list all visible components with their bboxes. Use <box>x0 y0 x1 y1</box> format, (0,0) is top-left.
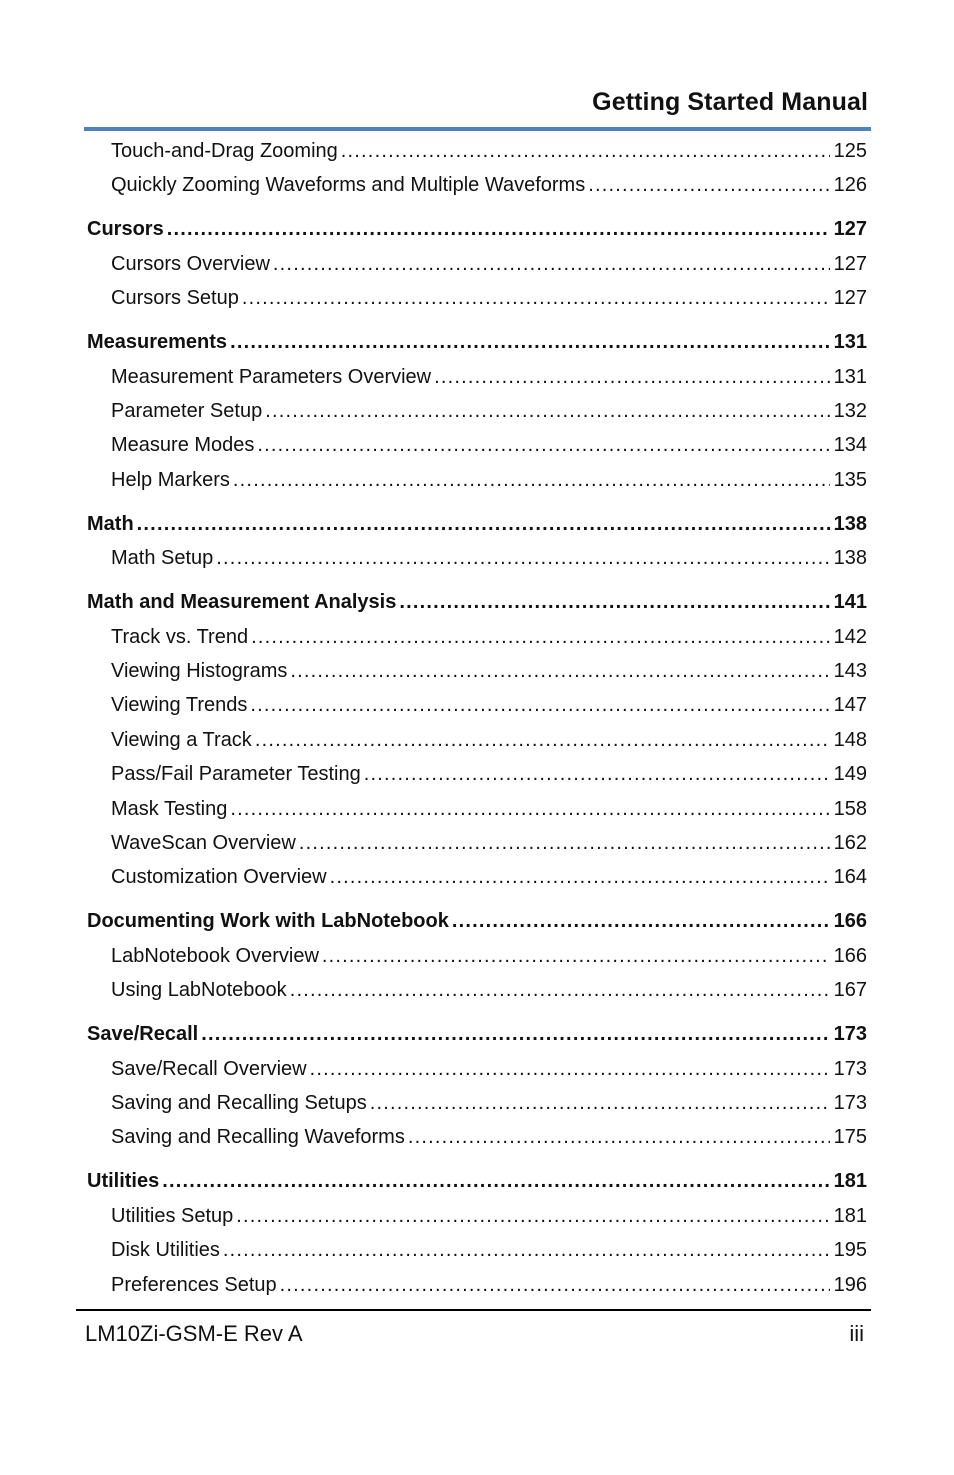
toc-dot-leader <box>322 945 830 968</box>
toc-entry-title: Quickly Zooming Waveforms and Multiple Waveforms <box>111 174 586 196</box>
toc-entry-page-number: 173 <box>833 1058 867 1080</box>
toc-subsection-entry[interactable] <box>111 626 867 652</box>
toc-dot-leader <box>162 1170 829 1193</box>
toc-entry-page-number: 127 <box>833 287 867 309</box>
toc-entry-page-number: 141 <box>833 591 867 613</box>
toc-dot-leader <box>341 140 830 163</box>
toc-entry-page-number: 147 <box>833 694 867 716</box>
toc-entry-title: Touch-and-Drag Zooming <box>111 140 338 162</box>
toc-entry-title: Viewing a Track <box>111 729 252 751</box>
toc-subsection-entry[interactable] <box>111 469 867 495</box>
toc-entry-title: WaveScan Overview <box>111 832 296 854</box>
toc-subsection-entry[interactable] <box>111 1126 867 1152</box>
toc-subsection-entry[interactable] <box>111 729 867 755</box>
toc-entry-title: Save/Recall <box>87 1023 199 1045</box>
toc-entry-page-number: 166 <box>833 910 867 932</box>
toc-section-entry[interactable] <box>87 1170 867 1196</box>
toc-section-entry[interactable] <box>87 218 867 244</box>
toc-entry-title: Utilities <box>87 1170 160 1192</box>
toc-subsection-entry[interactable] <box>111 763 867 789</box>
toc-entry-page-number: 131 <box>833 366 867 388</box>
toc-entry-title: Utilities Setup <box>111 1205 234 1227</box>
toc-dot-leader <box>250 694 829 717</box>
toc-entry-title: Track vs. Trend <box>111 626 249 648</box>
toc-section-entry[interactable] <box>87 331 867 357</box>
toc-entry-title: Measurement Parameters Overview <box>111 366 432 388</box>
toc-section-entry[interactable] <box>87 513 867 539</box>
toc-subsection-entry[interactable] <box>111 979 867 1005</box>
toc-entry-page-number: 138 <box>833 513 867 535</box>
toc-entry-title: Cursors Setup <box>111 287 239 309</box>
toc-subsection-entry[interactable] <box>111 253 867 279</box>
toc-subsection-entry[interactable] <box>111 945 867 971</box>
toc-dot-leader <box>310 1058 830 1081</box>
toc-entry-page-number: 196 <box>833 1274 867 1296</box>
toc-entry-page-number: 131 <box>833 331 867 353</box>
toc-dot-leader <box>273 253 830 276</box>
toc-entry-title: Documenting Work with LabNotebook <box>87 910 449 932</box>
toc-dot-leader <box>223 1239 830 1262</box>
toc-entry-page-number: 135 <box>833 469 867 491</box>
toc-entry-page-number: 143 <box>833 660 867 682</box>
footer-page-number: iii <box>849 1321 864 1346</box>
footer-doc-id: LM10Zi-GSM-E Rev A <box>85 1321 303 1346</box>
toc-entry-title: Customization Overview <box>111 866 327 888</box>
toc-entry-page-number: 181 <box>833 1205 867 1227</box>
toc-subsection-entry[interactable] <box>111 660 867 686</box>
toc-dot-leader <box>370 1092 830 1115</box>
toc-dot-leader <box>255 729 830 752</box>
toc-entry-page-number: 158 <box>833 798 867 820</box>
toc-dot-leader <box>330 866 830 889</box>
toc-dot-leader <box>588 174 829 197</box>
toc-dot-leader <box>290 660 829 683</box>
toc-entry-page-number: 162 <box>833 832 867 854</box>
footer-rule <box>76 1309 871 1311</box>
toc-subsection-entry[interactable] <box>111 1274 867 1300</box>
toc-subsection-entry[interactable] <box>111 1205 867 1231</box>
toc-dot-leader <box>257 434 829 457</box>
toc-entry-title: Disk Utilities <box>111 1239 220 1261</box>
toc-entry-title: Measure Modes <box>111 434 255 456</box>
toc-entry-title: Cursors <box>87 218 164 240</box>
toc-section-entry[interactable] <box>87 591 867 617</box>
header-rule <box>84 127 871 131</box>
toc-dot-leader <box>280 1274 830 1297</box>
toc-entry-page-number: 164 <box>833 866 867 888</box>
toc-dot-leader <box>290 979 830 1002</box>
toc-subsection-entry[interactable] <box>111 1058 867 1084</box>
toc-entry-title: Using LabNotebook <box>111 979 287 1001</box>
toc-subsection-entry[interactable] <box>111 798 867 824</box>
toc-dot-leader <box>408 1126 830 1149</box>
toc-entry-page-number: 173 <box>833 1023 867 1045</box>
toc-entry-title: Preferences Setup <box>111 1274 277 1296</box>
toc-dot-leader <box>399 591 829 614</box>
toc-entry-title: Save/Recall Overview <box>111 1058 307 1080</box>
toc-entry-title: LabNotebook Overview <box>111 945 319 967</box>
toc-dot-leader <box>434 366 830 389</box>
toc-subsection-entry[interactable] <box>111 287 867 313</box>
toc-dot-leader <box>364 763 830 786</box>
toc-subsection-entry[interactable] <box>111 1092 867 1118</box>
toc-subsection-entry[interactable] <box>111 140 867 166</box>
toc-dot-leader <box>242 287 830 310</box>
toc-entry-page-number: 181 <box>833 1170 867 1192</box>
toc-entry-page-number: 142 <box>833 626 867 648</box>
toc-entry-title: Parameter Setup <box>111 400 263 422</box>
toc-entry-page-number: 134 <box>833 434 867 456</box>
toc-dot-leader <box>233 469 830 492</box>
toc-dot-leader <box>452 910 830 933</box>
toc-entry-title: Saving and Recalling Setups <box>111 1092 367 1114</box>
toc-subsection-entry[interactable] <box>111 1239 867 1265</box>
toc-subsection-entry[interactable] <box>111 400 867 426</box>
toc-entry-page-number: 127 <box>833 218 867 240</box>
toc-subsection-entry[interactable] <box>111 366 867 392</box>
toc-dot-leader <box>251 626 830 649</box>
toc-dot-leader <box>137 513 830 536</box>
toc-entry-title: Math and Measurement Analysis <box>87 591 397 613</box>
toc-entry-page-number: 125 <box>833 140 867 162</box>
toc-subsection-entry[interactable] <box>111 866 867 892</box>
toc-entry-title: Help Markers <box>111 469 230 491</box>
toc-dot-leader <box>230 798 829 821</box>
toc-entry-page-number: 127 <box>833 253 867 275</box>
toc-entry-title: Viewing Trends <box>111 694 248 716</box>
toc-dot-leader <box>236 1205 829 1228</box>
toc-entry-page-number: 149 <box>833 763 867 785</box>
toc-entry-page-number: 138 <box>833 547 867 569</box>
toc-section-entry[interactable] <box>87 910 867 936</box>
toc-entry-title: Saving and Recalling Waveforms <box>111 1126 405 1148</box>
toc-dot-leader <box>299 832 830 855</box>
toc-entry-title: Math Setup <box>111 547 214 569</box>
toc-entry-page-number: 126 <box>833 174 867 196</box>
toc-dot-leader <box>167 218 830 241</box>
toc-entry-page-number: 167 <box>833 979 867 1001</box>
toc-subsection-entry[interactable] <box>111 174 867 200</box>
toc-subsection-entry[interactable] <box>111 832 867 858</box>
toc-subsection-entry[interactable] <box>111 547 867 573</box>
toc-subsection-entry[interactable] <box>111 434 867 460</box>
toc-subsection-entry[interactable] <box>111 694 867 720</box>
toc-entry-page-number: 148 <box>833 729 867 751</box>
toc-entry-title: Measurements <box>87 331 228 353</box>
toc-entry-title: Viewing Histograms <box>111 660 288 682</box>
toc-entry-page-number: 195 <box>833 1239 867 1261</box>
toc-section-entry[interactable] <box>87 1023 867 1049</box>
toc-entry-title: Mask Testing <box>111 798 228 820</box>
toc-entry-page-number: 132 <box>833 400 867 422</box>
toc-dot-leader <box>265 400 829 423</box>
header-title: Getting Started Manual <box>592 88 868 116</box>
toc-entry-page-number: 173 <box>833 1092 867 1114</box>
toc-entry-page-number: 175 <box>833 1126 867 1148</box>
toc-entry-title: Math <box>87 513 134 535</box>
toc-dot-leader <box>201 1023 829 1046</box>
toc-entry-title: Pass/Fail Parameter Testing <box>111 763 361 785</box>
toc-entry-title: Cursors Overview <box>111 253 270 275</box>
toc-entry-page-number: 166 <box>833 945 867 967</box>
toc-dot-leader <box>230 331 830 354</box>
toc-dot-leader <box>216 547 829 570</box>
